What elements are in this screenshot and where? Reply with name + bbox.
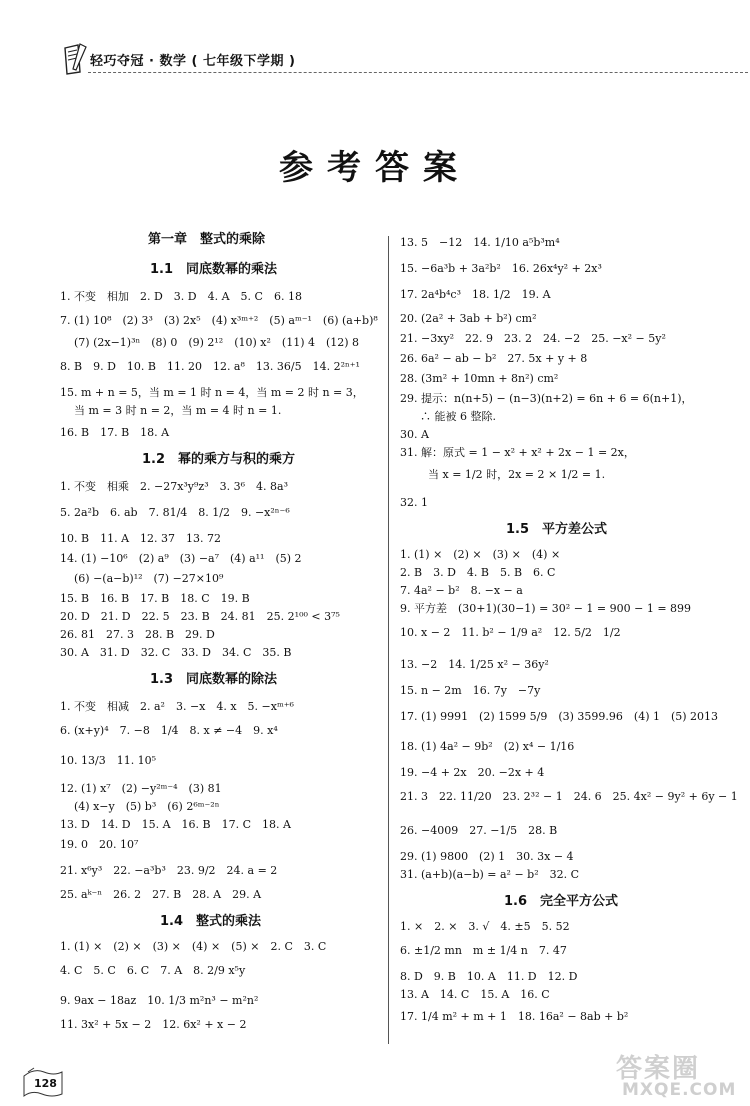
answer-line: 30. A 31. D 32. C 33. D 34. C 35. B — [60, 646, 292, 659]
column-divider — [388, 236, 389, 1044]
answer-line: 25. aᵏ⁻ⁿ 26. 2 27. B 28. A 29. A — [60, 888, 262, 901]
answer-line: 9. 9ax − 18az 10. 1/3 m²n³ − m²n² — [60, 994, 259, 1007]
answer-line: 21. −3xy² 22. 9 23. 2 24. −2 25. −x² − 5y² — [400, 332, 666, 345]
answer-line: 26. −4009 27. −1/5 28. B — [400, 824, 558, 837]
answer-line: 18. (1) 4a² − 9b² (2) x⁴ − 1/16 — [400, 740, 575, 753]
answer-line: 30. A — [400, 428, 429, 441]
answer-line: 2. B 3. D 4. B 5. B 6. C — [400, 566, 556, 579]
page-number: 128 — [34, 1077, 57, 1090]
answer-line: 13. D 14. D 15. A 16. B 17. C 18. A — [60, 818, 291, 831]
answer-line: 当 x = 1/2 时，2x = 2 × 1/2 = 1. — [428, 468, 606, 481]
watermark — [612, 1048, 744, 1100]
answer-line: 9. 平方差 (30+1)(30−1) = 30² − 1 = 900 − 1 = 899 — [400, 602, 692, 615]
answer-line: 10. x − 2 11. b² − 1/9 a² 12. 5/2 1/2 — [400, 626, 621, 639]
header-rule — [88, 72, 748, 73]
page-title: 参考答案 — [279, 148, 471, 188]
answer-line: 1. 不变 相减 2. a² 3. −x 4. x 5. −xᵐ⁺⁶ — [60, 700, 294, 713]
section-title-1-6: 1.6 完全平方公式 — [504, 894, 619, 909]
answer-line: 19. −4 + 2x 20. −2x + 4 — [400, 766, 545, 779]
answer-line: 15. −6a³b + 3a²b² 16. 26x⁴y² + 2x³ — [400, 262, 602, 275]
answer-line: 20. D 21. D 22. 5 23. B 24. 81 25. 2¹⁰⁰ < 3⁷⁵ — [60, 610, 340, 623]
book-pencil-icon — [62, 42, 88, 76]
answer-line: (4) x−y (5) b³ (6) 2⁶ᵐ⁻²ⁿ — [74, 800, 220, 813]
answer-line: 16. B 17. B 18. A — [60, 426, 170, 439]
answer-line: 31. 解：原式 = 1 − x² + x² + 2x − 1 = 2x， — [400, 446, 635, 459]
answer-line: 14. (1) −10⁶ (2) a⁹ (3) −a⁷ (4) a¹¹ (5) 2 — [60, 552, 302, 565]
section-title-1-5: 1.5 平方差公式 — [506, 522, 608, 537]
answer-line: 20. (2a² + 3ab + b²) cm² — [400, 312, 537, 325]
answer-line: 15. m + n = 5，当 m = 1 时 n = 4，当 m = 2 时 n = 3， — [60, 386, 364, 399]
page-number-badge — [20, 1066, 68, 1098]
answer-line: 11. 3x² + 5x − 2 12. 6x² + x − 2 — [60, 1018, 247, 1031]
page-header — [62, 42, 750, 82]
answer-line: 17. 2a⁴b⁴c³ 18. 1/2 19. A — [400, 288, 551, 301]
answer-line: 1. 不变 相加 2. D 3. D 4. A 5. C 6. 18 — [60, 290, 302, 303]
answer-line: 1. (1) × (2) × (3) × (4) × (5) × 2. C 3. C — [60, 940, 327, 953]
answer-line: 19. 0 20. 10⁷ — [60, 838, 139, 851]
answer-line: 7. 4a² − b² 8. −x − a — [400, 584, 523, 597]
answer-line: 5. 2a²b 6. ab 7. 81/4 8. 1/2 9. −x²ⁿ⁻⁶ — [60, 506, 290, 519]
answer-line: (7) (2x−1)³ⁿ (8) 0 (9) 2¹² (10) x² (11) 4 (12) 8 — [74, 336, 360, 349]
answer-line: 1. (1) × (2) × (3) × (4) × — [400, 548, 561, 561]
answer-line: 10. 13/3 11. 10⁵ — [60, 754, 157, 767]
answer-line: 21. 3 22. 11/20 23. 2³² − 1 24. 6 25. 4x² − 9y² + 6y − 1 — [400, 790, 738, 803]
answer-line: 31. (a+b)(a−b) = a² − b² 32. C — [400, 868, 580, 881]
answer-line: 28. (3m² + 10mn + 8n²) cm² — [400, 372, 559, 385]
answer-line: 29. 提示：n(n+5) − (n−3)(n+2) = 6n + 6 = 6(n+1)， — [400, 392, 693, 405]
answer-line: 6. ±1/2 mn m ± 1/4 n 7. 47 — [400, 944, 567, 957]
section-title-1-2: 1.2 幂的乘方与积的乘方 — [142, 452, 296, 467]
answer-line: 7. (1) 10⁸ (2) 3³ (3) 2x⁵ (4) x³ᵐ⁺² (5) aᵐ⁻¹ (6) (a+b)⁸ — [60, 314, 378, 327]
watermark-logo-text: 答案圈 — [616, 1054, 701, 1084]
answer-line: 17. 1/4 m² + m + 1 18. 16a² − 8ab + b² — [400, 1010, 629, 1023]
answer-line: 1. × 2. × 3. √ 4. ±5 5. 52 — [400, 920, 570, 933]
answer-line: 21. x⁶y³ 22. −a³b³ 23. 9/2 24. a = 2 — [60, 864, 278, 877]
answer-line: 29. (1) 9800 (2) 1 30. 3x − 4 — [400, 850, 574, 863]
section-title-1-4: 1.4 整式的乘法 — [160, 914, 262, 929]
answer-line: 12. (1) x⁷ (2) −y²ᵐ⁻⁴ (3) 81 — [60, 782, 222, 795]
answer-line: 当 m = 3 时 n = 2，当 m = 4 时 n = 1. — [74, 404, 282, 417]
section-title-1-1: 1.1 同底数幂的乘法 — [150, 262, 278, 277]
answer-line: 13. 5 −12 14. 1/10 a⁵b³m⁴ — [400, 236, 560, 249]
answer-line: 26. 6a² − ab − b² 27. 5x + y + 8 — [400, 352, 588, 365]
answer-line: 1. 不变 相乘 2. −27x³y⁹z³ 3. 3⁶ 4. 8a³ — [60, 480, 288, 493]
answer-line: 10. B 11. A 12. 37 13. 72 — [60, 532, 221, 545]
answer-line: 8. B 9. D 10. B 11. 20 12. a⁸ 13. 36/5 14. 2²ⁿ⁺¹ — [60, 360, 360, 373]
answer-line: 15. n − 2m 16. 7y −7y — [400, 684, 541, 697]
answer-line: 8. D 9. B 10. A 11. D 12. D — [400, 970, 578, 983]
section-title-1-3: 1.3 同底数幂的除法 — [150, 672, 278, 687]
answer-line: 13. −2 14. 1/25 x² − 36y² — [400, 658, 549, 671]
answer-line: 32. 1 — [400, 496, 428, 509]
answer-line: 26. 81 27. 3 28. B 29. D — [60, 628, 215, 641]
header-title: 轻巧夺冠 · 数学 ( 七年级下学期 ) — [90, 54, 296, 69]
answer-line: 15. B 16. B 17. B 18. C 19. B — [60, 592, 250, 605]
chapter-title: 第一章 整式的乘除 — [148, 232, 266, 247]
answer-line: ∴ 能被 6 整除. — [420, 410, 496, 423]
answer-line: 13. A 14. C 15. A 16. C — [400, 988, 550, 1001]
answer-line: 6. (x+y)⁴ 7. −8 1/4 8. x ≠ −4 9. x⁴ — [60, 724, 278, 737]
watermark-site: MXQE.COM — [622, 1080, 737, 1100]
answer-line: (6) −(a−b)¹² (7) −27×10⁹ — [74, 572, 224, 585]
answer-line: 17. (1) 9991 (2) 1599 5/9 (3) 3599.96 (4) 1 (5) 2013 — [400, 710, 719, 723]
answer-line: 4. C 5. C 6. C 7. A 8. 2/9 x⁵y — [60, 964, 246, 977]
